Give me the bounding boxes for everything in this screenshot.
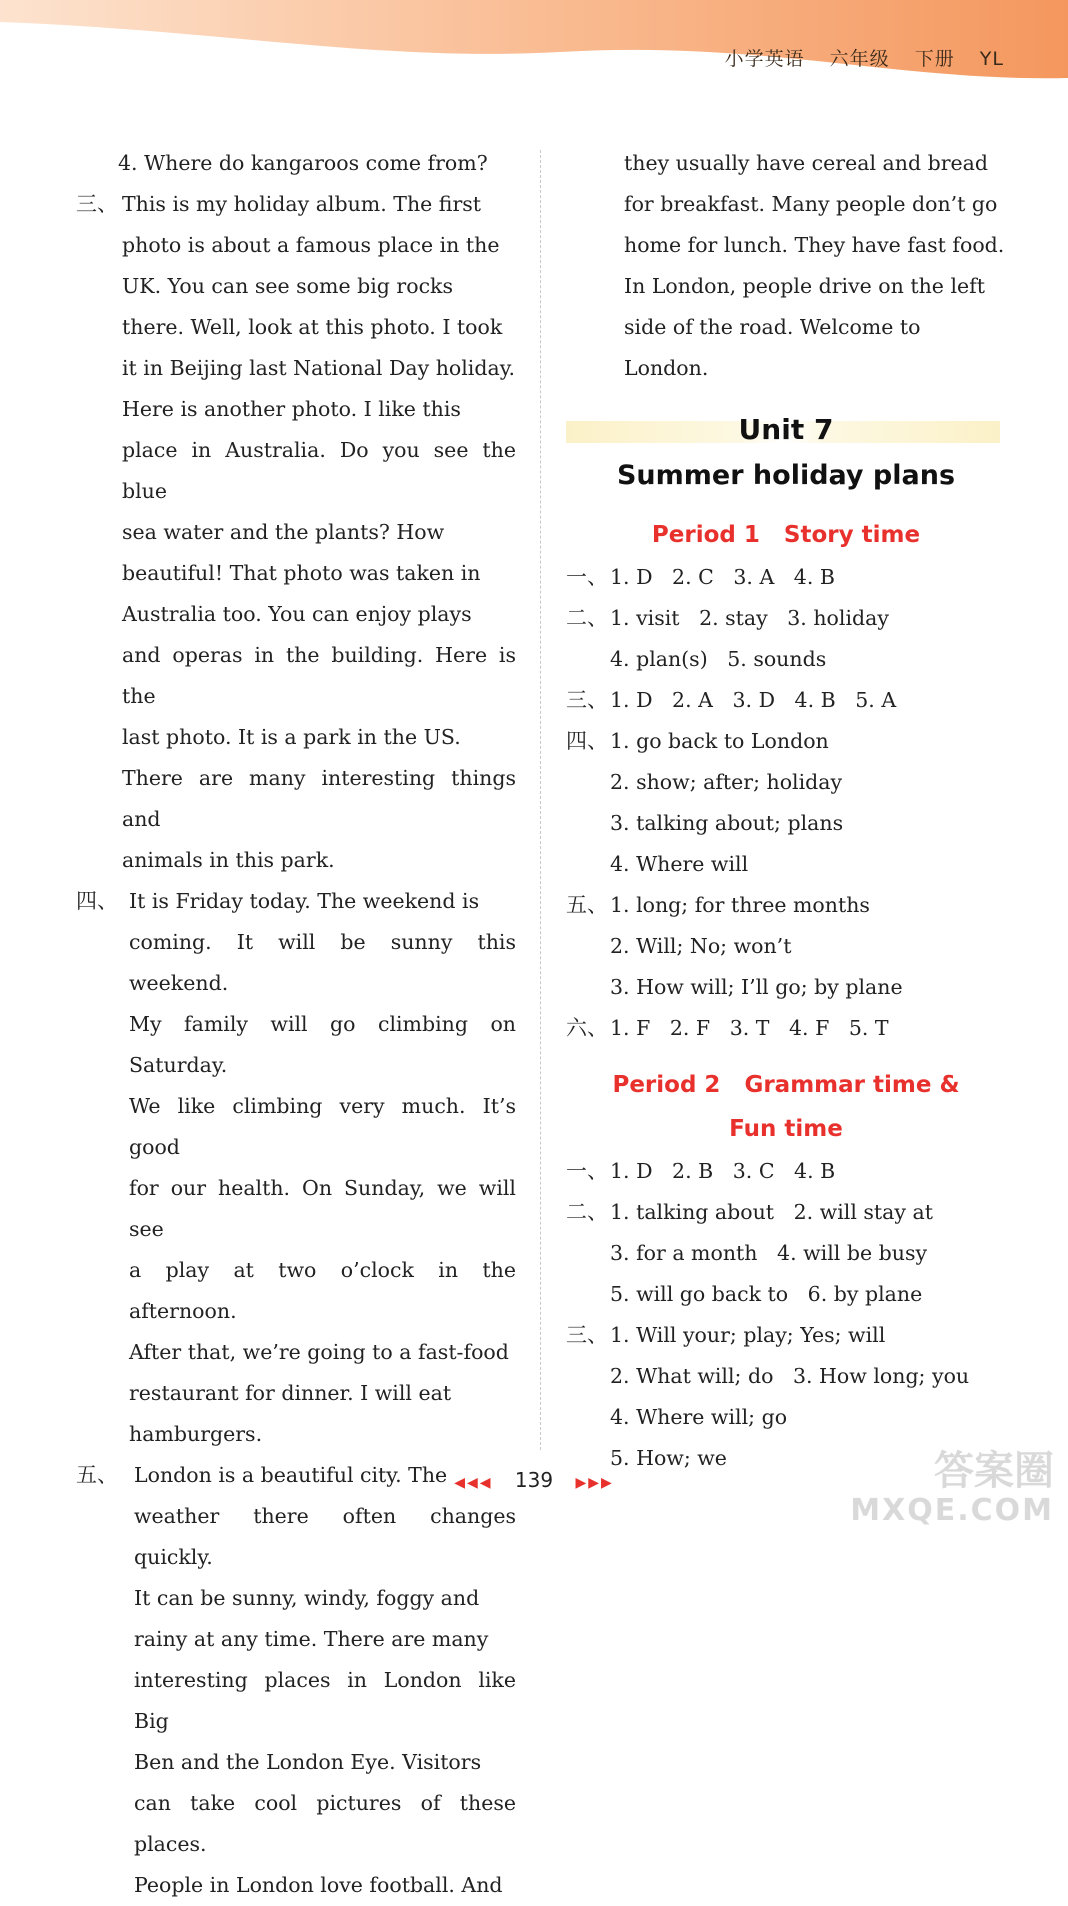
header-band [0,0,1068,90]
header-volume: 下册 [914,48,955,70]
answer-row [566,639,1006,680]
answer-number: 四、 [566,729,608,753]
text-line: last photo. It is a park in the US. [122,725,461,749]
answer-row [566,1151,1006,1192]
page-number: 139 [514,1468,554,1492]
text-line: In London, people drive on the left [624,274,985,298]
unit-subtitle: Summer holiday plans [616,460,956,491]
left-arrows-icon: ◀◀◀ [454,1475,493,1491]
text-line: There are many interesting things and [122,766,516,831]
answer-row [566,1274,1006,1315]
answer-row [566,926,1006,967]
text-line: coming. It will be sunny this weekend. [129,930,516,995]
unit-title: Unit 7 [738,413,834,446]
text-line: home for lunch. They have fast food. [624,233,1005,257]
text-line: animals in this park. [122,848,335,872]
answer-text: 4. Where will; go [610,1405,788,1429]
answer-row [566,1356,1006,1397]
text-line: they usually have cereal and bread [624,151,988,175]
answer-text: 1. go back to London [610,729,829,753]
text-line: for our health. On Sunday, we will see [129,1176,516,1241]
answer-text: 1. F 2. F 3. T 4. F 5. T [610,1016,889,1040]
text-line: Ben and the London Eye. Visitors [134,1750,482,1774]
answer-number: 二、 [566,1200,608,1224]
answer-text: 1. D 2. C 3. A 4. B [610,565,835,589]
answer-row [566,803,1006,844]
answer-text: 5. will go back to 6. by plane [610,1282,923,1306]
text-line: After that, we’re going to a fast-food [129,1340,509,1364]
text-line: hamburgers. [129,1422,263,1446]
watermark-logo: 答案圈 [934,1448,1054,1494]
period-2-title-line1: Period 2 Grammar time & [612,1072,960,1098]
section-4-text [76,881,516,1455]
section-3-text [76,184,516,881]
answer-number: 三、 [566,1323,608,1347]
answer-number: 二、 [566,606,608,630]
text-line: weather there often changes quickly. [134,1504,516,1569]
text-line: We like climbing very much. It’s good [129,1094,516,1159]
answer-text: 3. talking about; plans [610,811,844,835]
left-column [76,143,516,1906]
right-column [566,143,1006,1479]
text-line: London. [624,356,709,380]
answer-text: 1. visit 2. stay 3. holiday [610,606,889,630]
text-line: for breakfast. Many people don’t go [624,192,998,216]
answer-row [566,1315,1006,1356]
answer-text: 1. talking about 2. will stay at [610,1200,933,1224]
watermark-text: MXQE.COM [850,1493,1054,1528]
text-line: Here is another photo. I like this [122,397,461,421]
section-4-passage [76,881,516,1455]
answer-row [566,721,1006,762]
answer-text: 2. Will; No; won’t [610,934,792,958]
section-5-passage [76,1455,516,1906]
answer-row [566,1192,1006,1233]
answer-text: 2. What will; do 3. How long; you [610,1364,970,1388]
section-3-number: 三、 [76,192,118,216]
answer-row [566,557,1006,598]
answer-text: 1. Will your; play; Yes; will [610,1323,886,1347]
answer-text: 1. D 2. A 3. D 4. B 5. A [610,688,897,712]
text-line: It is Friday today. The weekend is [129,889,480,913]
answer-row [566,844,1006,885]
header-grade: 六年级 [829,48,890,70]
period-2-title [566,1063,1006,1151]
text-line: restaurant for dinner. I will eat [129,1381,452,1405]
section-4-number: 四、 [76,889,118,913]
period-2-title-line2: Fun time [729,1116,843,1142]
text-line: People in London love football. And [134,1873,503,1897]
answer-number: 五、 [566,893,608,917]
text-line: place in Australia. Do you see the blue [122,438,516,503]
text-line: London is a beautiful city. The [134,1463,448,1487]
text-line: UK. You can see some big rocks [122,274,453,298]
period-2-answers [566,1151,1006,1479]
unit-heading [566,407,1006,499]
text-line: It can be sunny, windy, foggy and [134,1586,480,1610]
period-1-title [566,513,1006,557]
text-line: it in Beijing last National Day holiday. [122,356,516,380]
answer-row [566,762,1006,803]
header-edition: YL [979,48,1004,70]
answer-number: 一、 [566,565,608,589]
header-subject: 小学英语 [724,48,805,70]
section-5-text [76,1455,516,1906]
text-line: My family will go climbing on Saturday. [129,1012,516,1077]
answer-text: 4. plan(s) 5. sounds [610,647,827,671]
text-line: beautiful! That photo was taken in [122,561,481,585]
answer-text: 3. How will; I’ll go; by plane [610,975,903,999]
section-3-passage [76,184,516,881]
text-line: sea water and the plants? How [122,520,445,544]
text-line: and operas in the building. Here is the [122,643,516,708]
header-title [707,44,1004,71]
answer-row [566,1008,1006,1049]
answer-number: 六、 [566,1016,608,1040]
answer-number: 一、 [566,1159,608,1183]
question-4-line: 4. Where do kangaroos come from? [118,151,488,175]
right-arrows-icon: ▶▶▶ [575,1475,614,1491]
text-line: there. Well, look at this photo. I took [122,315,503,339]
answer-row [566,680,1006,721]
answer-row [566,598,1006,639]
text-line: photo is about a famous place in the [122,233,500,257]
text-line: interesting places in London like Big [134,1668,516,1733]
answer-text: 1. long; for three months [610,893,870,917]
answer-row [566,967,1006,1008]
column-divider [540,150,541,1450]
answer-row [566,1397,1006,1438]
text-line: This is my holiday album. The first [122,192,482,216]
answer-row [566,885,1006,926]
answer-row [566,1233,1006,1274]
text-line: can take cool pictures of these places. [134,1791,516,1856]
answer-text: 5. How; we [610,1446,727,1470]
text-line: Australia too. You can enjoy plays [122,602,472,626]
period-1-answers [566,557,1006,1049]
watermark [850,1449,1054,1528]
section-5-continuation [566,143,1006,389]
answer-text: 3. for a month 4. will be busy [610,1241,928,1265]
text-line: side of the road. Welcome to [624,315,921,339]
section-5-number: 五、 [76,1463,118,1487]
text-line: a play at two o’clock in the afternoon. [129,1258,516,1323]
answer-text: 1. D 2. B 3. C 4. B [610,1159,836,1183]
answer-text: 2. show; after; holiday [610,770,843,794]
text-line: rainy at any time. There are many [134,1627,489,1651]
period-1-title-text: Period 1 Story time [651,522,921,548]
answer-text: 4. Where will [610,852,749,876]
answer-number: 三、 [566,688,608,712]
